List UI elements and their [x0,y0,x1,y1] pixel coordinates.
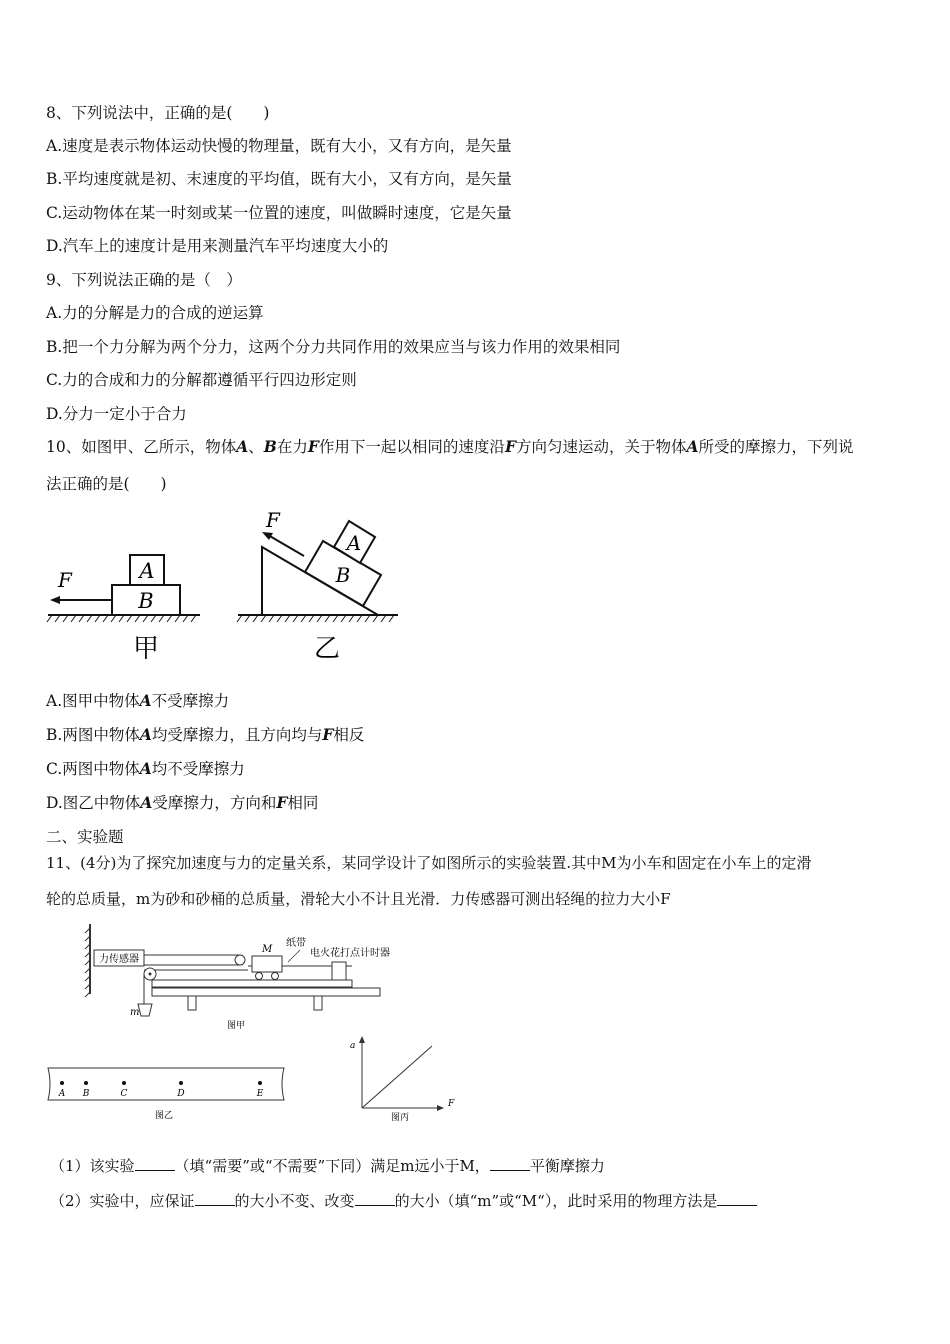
q11-tape-figure [44,1066,288,1122]
label-b-jia: B [138,589,154,613]
symbol-a: A [139,691,152,710]
q10-stem-text: 在力 [276,438,308,456]
symbol-f: F [322,725,334,744]
q8-option-d: D.汽车上的速度计是用来测量汽车平均速度大小的 [46,237,389,255]
part-text: （填“需要”或“不需要”下同）满足m远小于M， [174,1157,490,1175]
symbol-a: A [140,793,153,812]
q10-stem-line2: 法正确的是( ) [46,475,167,493]
option-text: A.图甲中物体 [46,692,140,710]
separator: 、 [248,438,264,456]
section-heading: 二、实验题 [46,828,124,846]
label-f-yi: F [266,508,280,532]
q11-apparatus-figure [82,922,392,1034]
dot-e [258,1081,262,1085]
q8-option-c: C.运动物体在某一时刻或某一位置的速度，叫做瞬时速度，它是矢量 [46,204,512,222]
table-top [152,988,380,996]
point-label: C [120,1089,128,1099]
answer-blank[interactable] [717,1191,757,1206]
label-b-yi: B [335,563,351,587]
q11-graph-figure [344,1032,466,1124]
part-text: （2）实验中，应保证 [50,1192,195,1210]
label-a-yi: A [346,531,362,555]
q9-option-b: B.把一个力分解为两个分力，这两个分力共同作用的效果应当与该力作用的效果相同 [46,338,621,356]
tape-label: 纸带 [286,938,306,949]
option-text: B.两图中物体 [46,726,140,744]
q9-option-a: A.力的分解是力的合成的逆运算 [46,304,264,322]
figure-label-jia: 图甲 [226,1021,246,1031]
bucket-label: m [130,1007,140,1018]
option-text: C.两图中物体 [46,760,140,778]
option-text: 均不受摩擦力 [151,760,245,778]
part-text: （1）该实验 [50,1157,135,1175]
point-label: A [58,1089,66,1099]
point-label: B [82,1089,90,1099]
symbol-a: A [139,759,152,778]
q10-stem-text: 作用下一起以相同的速度沿 [318,438,505,456]
q8-option-b: B.平均速度就是初、末速度的平均值，既有大小，又有方向，是矢量 [46,170,512,188]
arrow-head-icon [437,1105,444,1111]
q10-stem-text: 10、如图甲、乙所示，物体 [46,438,237,456]
sensor-label: 力传感器 [99,954,139,965]
q10-option-d [46,793,318,813]
option-text: 受摩擦力，方向和 [152,794,277,812]
symbol-f: F [307,437,319,456]
cart-label: M [262,944,273,955]
q10-figure [42,505,402,665]
dot-a [60,1081,64,1085]
q10-stem-line1 [46,437,854,457]
answer-blank[interactable] [490,1156,530,1171]
option-text: D.图乙中物体 [46,794,141,812]
label-a-jia: A [139,559,155,583]
q10-option-c [46,759,245,779]
dot-b [84,1081,88,1085]
point-label: E [256,1089,264,1099]
answer-blank[interactable] [195,1191,235,1206]
arrow-head-icon [359,1036,365,1043]
point-label: D [177,1089,185,1099]
answer-blank[interactable] [355,1191,395,1206]
q10-stem-text: 所受的摩擦力，下列说 [698,438,854,456]
option-text: 相反 [333,726,365,744]
part-text: 的大小（填“m”或“M“），此时采用的物理方法是 [394,1192,718,1210]
label-f-jia: F [58,568,72,592]
part-text: 平衡摩擦力 [529,1157,605,1175]
cart [252,956,282,972]
answer-blank[interactable] [135,1156,175,1171]
q10-option-a [46,691,229,711]
track [152,980,352,987]
figure-label-jia: 甲 [132,634,160,664]
q9-option-c: C.力的合成和力的分解都遵循平行四边形定则 [46,371,357,389]
timer-label: 电火花打点计时器 [310,948,390,959]
figure-label-bing: 图丙 [390,1113,410,1123]
symbol-a: A [139,725,152,744]
symbol-b: B [263,437,277,456]
q11-part2 [50,1191,757,1211]
q8-stem: 8、下列说法中，正确的是( ) [46,104,270,122]
q11-stem-line1: 11、(4分)为了探究加速度与力的定量关系，某同学设计了如图所示的实验装置.其中M为小车和固定在小车上的定滑 [46,854,812,872]
axis-label-a: a [350,1041,356,1051]
symbol-a: A [686,437,699,456]
axis-label-f: F [448,1099,455,1109]
dot-d [179,1081,183,1085]
q9-option-d: D.分力一定小于合力 [46,405,187,423]
q11-stem-line2: 轮的总质量，m为砂和砂桶的总质量，滑轮大小不计且光滑．力传感器可测出轻绳的拉力大小F [46,890,671,908]
symbol-a: A [236,437,249,456]
q10-stem-text: 方向匀速运动，关于物体 [515,438,687,456]
q9-stem: 9、下列说法正确的是（ ） [46,271,242,289]
option-text: 相同 [287,794,319,812]
proportional-line [362,1046,432,1108]
sand-bucket [138,1004,152,1016]
symbol-f: F [276,793,288,812]
arrow-head-icon [50,596,60,604]
dot-c [122,1081,126,1085]
part-text: 的大小不变、改变 [234,1192,355,1210]
symbol-f: F [504,437,516,456]
pulley-icon [235,955,245,965]
spark-timer [332,962,346,980]
option-text: 不受摩擦力 [151,692,230,710]
figure-label-yi: 图乙 [154,1111,174,1121]
q11-part1 [50,1156,605,1176]
q10-option-b [46,725,364,745]
figure-label-yi: 乙 [313,634,341,664]
q8-option-a: A.速度是表示物体运动快慢的物理量，既有大小，又有方向，是矢量 [46,137,512,155]
option-text: 均受摩擦力，且方向均与 [151,726,323,744]
